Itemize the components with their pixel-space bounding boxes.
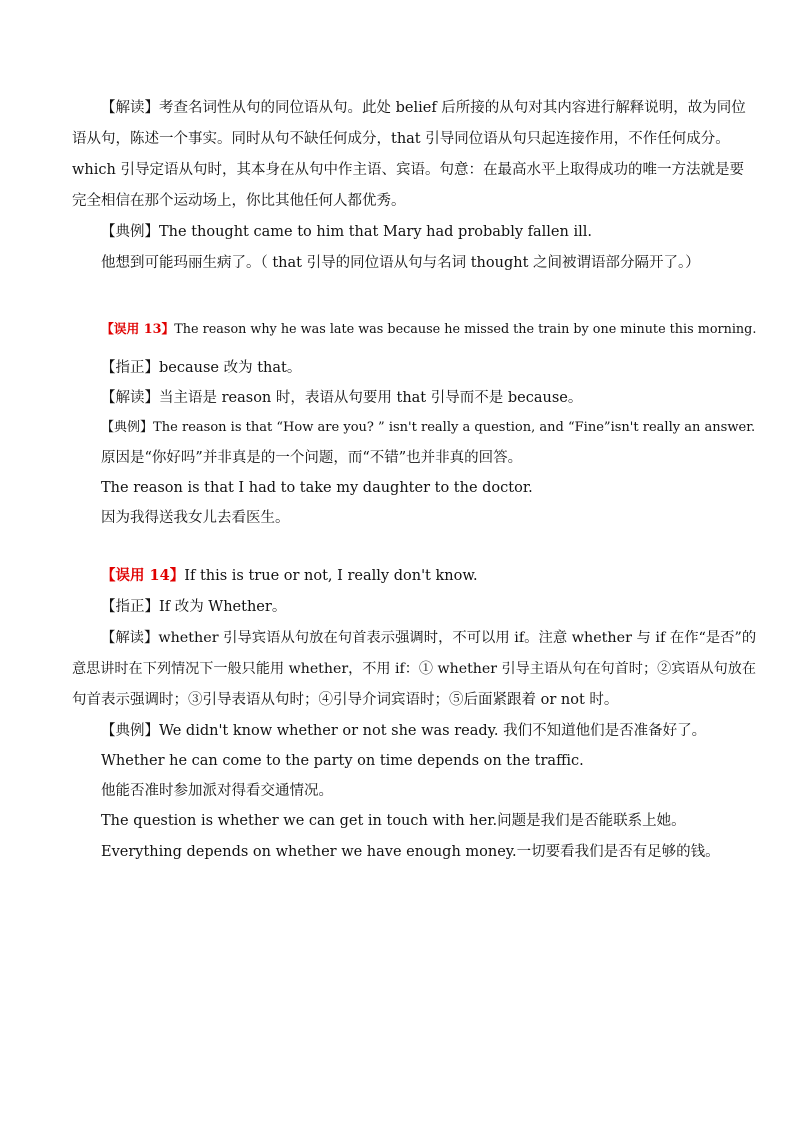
error-heading-14 — [101, 566, 478, 586]
example-line: The reason is that I had to take my daughter to the doctor. — [101, 480, 533, 496]
example-translation: 因为我得送我女儿去看医生。 — [101, 510, 290, 526]
example-translation: 他想到可能玛丽生病了。（ that 引导的同位语从句与名词 thought 之间被谓语部分隔开了。） — [101, 255, 700, 271]
paragraph-line: 【解读】考查名词性从句的同位语从句。此处 belief 后所接的从句对其内容进行解释说明，故为同位 — [101, 100, 746, 116]
correction-line: 【指正】If 改为 Whether。 — [101, 599, 287, 615]
example-line: 【典例】The thought came to him that Mary had probably fallen ill. — [101, 224, 592, 240]
example-line: 【典例】We didn't know whether or not she was ready. 我们不知道他们是否准备好了。 — [101, 723, 707, 739]
paragraph-line: 语从句，陈述一个事实。同时从句不缺任何成分，that 引导同位语从句只起连接作用，不作任何成分。 — [72, 131, 730, 147]
error-sentence: The reason why he was late was because he missed the train by one minute this morning. — [174, 322, 757, 337]
example-line: The question is whether we can get in touch with her.问题是我们是否能联系上她。 — [101, 813, 686, 829]
explanation-line: 意思讲时在下列情况下一般只能用 whether，不用 if：① whether 引导主语从句在句首时；②宾语从句放在 — [72, 661, 757, 677]
explanation-line: 句首表示强调时；③引导表语从句时；④引导介词宾语时；⑤后面紧跟着 or not 时。 — [72, 692, 619, 708]
error-tag: 【误用 14】 — [101, 567, 185, 584]
example-translation: 原因是“你好吗”并非真是的一个问题，而“不错”也并非真的回答。 — [101, 450, 523, 466]
error-sentence: If this is true or not, I really don't know. — [184, 568, 478, 584]
error-heading-13 — [101, 320, 756, 340]
paragraph-line: which 引导定语从句时，其本身在从句中作主语、宾语。句意：在最高水平上取得成功的唯一方法就是要 — [72, 162, 744, 178]
paragraph-line: 完全相信在那个运动场上，你比其他任何人都优秀。 — [72, 193, 406, 209]
example-line: 【典例】The reason is that “How are you? ” isn't really a question, and “Fine”isn't really an answer. — [101, 420, 756, 435]
example-line: Everything depends on whether we have enough money.一切要看我们是否有足够的钱。 — [101, 844, 720, 860]
example-line: Whether he can come to the party on time depends on the traffic. — [101, 753, 584, 769]
error-tag: 【误用 13】 — [101, 322, 175, 337]
explanation-line: 【解读】当主语是 reason 时，表语从句要用 that 引导而不是 because。 — [101, 390, 583, 406]
explanation-line: 【解读】whether 引导宾语从句放在句首表示强调时，不可以用 if。注意 whether 与 if 在作“是否”的 — [101, 630, 757, 646]
example-translation: 他能否准时参加派对得看交通情况。 — [101, 783, 333, 799]
correction-line: 【指正】because 改为 that。 — [101, 360, 302, 376]
